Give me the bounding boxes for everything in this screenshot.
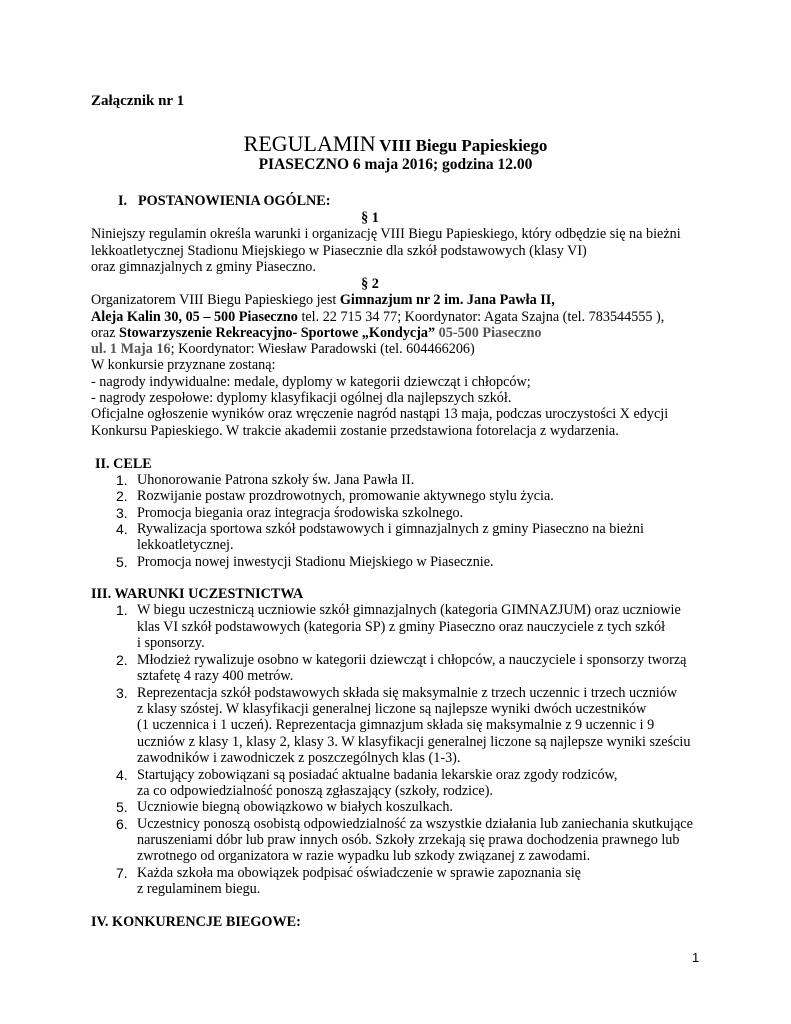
rule-3-number: 3. (116, 685, 128, 701)
coorganizer-contact: ; Koordynator: Wiesław Paradowski (tel. 604466206) (170, 341, 475, 357)
rule-6-text-1: Uczestnicy ponoszą osobistą odpowiedzialność za wszystkie działania lub zaniechania skutkujące (137, 816, 693, 832)
prize-line-2: - nagrody indywidualne: medale, dyplomy w kategorii dziewcząt i chłopców; (91, 374, 531, 390)
goal-4-number: 4. (116, 521, 128, 537)
rule-2-number: 2. (116, 652, 128, 668)
organizer-address-line (91, 309, 664, 326)
prize-line-1: W konkursie przyznane zostaną: (91, 357, 276, 373)
rule-7-text-2: z regulaminem biegu. (137, 881, 261, 897)
rule-4-text-1: Startujący zobowiązani są posiadać aktualne badania lekarskie oraz zgody rodziców, (137, 767, 618, 783)
goal-3-number: 3. (116, 505, 128, 521)
annex-label: Załącznik nr 1 (91, 93, 185, 109)
section-2-heading: II. CELE (95, 456, 152, 472)
goal-2-number: 2. (116, 488, 128, 504)
coorganizer-city: 05-500 Piaseczno (438, 325, 542, 341)
page-number: 1 (692, 950, 700, 965)
organizer-address: Aleja Kalin 30, 05 – 500 Piaseczno (91, 309, 298, 325)
title-rest: VIII Biegu Papieskiego (379, 136, 548, 155)
rule-1-text-3: i sponsorzy. (137, 635, 205, 651)
rule-5-number: 5. (116, 799, 128, 815)
rule-4-number: 4. (116, 767, 128, 783)
rule-6-text-3: zwrotnego od organizatora w razie wypadku lub szkody związanej z zawodami. (137, 848, 591, 864)
coorganizer-intro: oraz (91, 325, 116, 341)
rule-1-text-2: klas VI szkół podstawowych (kategoria SP) z gminy Piaseczno oraz nauczyciele z tych szkół (137, 619, 666, 635)
document-title (0, 131, 791, 157)
goal-2-text: Rozwijanie postaw prozdrowotnych, promowanie aktywnego stylu życia. (137, 488, 554, 504)
goal-4-text-1: Rywalizacja sportowa szkół podstawowych i gimnazjalnych z gminy Piaseczno na bieżni (137, 521, 644, 537)
p1-line-2: lekkoatletycznej Stadionu Miejskiego w Piasecznie dla szkół podstawowych (klasy VI) (91, 243, 587, 259)
p1-line-3: oraz gimnazjalnych z gminy Piaseczno. (91, 259, 316, 275)
rule-3-text-5: zawodników i zawodniczek z poszczególnych klas (1-3). (137, 750, 461, 766)
coorganizer-line (91, 325, 542, 342)
rule-3-text-1: Reprezentacja szkół podstawowych składa się maksymalnie z trzech uczennic i trzech uczniów (137, 685, 678, 701)
section-3-heading: III. WARUNKI UCZESTNICTWA (91, 586, 304, 602)
p1-line-1: Niniejszy regulamin określa warunki i organizację VIII Biegu Papieskiego, który odbędzie się na bieżni (91, 226, 681, 242)
coorganizer-street: ul. 1 Maja 16 (91, 341, 171, 357)
rule-3-text-2: z klasy szóstej. W klasyfikacji generalnej liczone są najlepsze wyniki dwóch uczestników (137, 701, 647, 717)
title-main: REGULAMIN (243, 131, 376, 156)
goal-3-text: Promocja biegania oraz integracja środowiska szkolnego. (137, 505, 464, 521)
document-subtitle: PIASECZNO 6 maja 2016; godzina 12.00 (258, 156, 533, 173)
rule-2-text-1: Młodzież rywalizuje osobno w kategorii dziewcząt i chłopców, a nauczyciele i sponsorzy tworzą (137, 652, 687, 668)
paragraph-2-sign: § 2 (361, 276, 379, 292)
organizer-line (91, 292, 555, 309)
section-1-heading: POSTANOWIENIA OGÓLNE: (138, 193, 331, 209)
organizer-name: Gimnazjum nr 2 im. Jana Pawła II, (339, 292, 555, 308)
section-4-heading: IV. KONKURENCJE BIEGOWE: (91, 914, 301, 930)
goal-1-text: Uhonorowanie Patrona szkoły św. Jana Pawła II. (137, 472, 415, 488)
prize-line-5: Konkursu Papieskiego. W trakcie akademii zostanie przedstawiona fotorelacja z wydarzenia. (91, 423, 619, 439)
prize-line-3: - nagrody zespołowe: dyplomy klasyfikacji ogólnej dla najlepszych szkół. (91, 390, 512, 406)
coorganizer-name: Stowarzyszenie Rekreacyjno- Sportowe „Kondycja” (118, 325, 436, 341)
organizer-intro: Organizatorem VIII Biegu Papieskiego jest (91, 292, 337, 308)
paragraph-1-sign: § 1 (361, 210, 379, 226)
rule-3-text-3: (1 uczennica i 1 uczeń). Reprezentacja gimnazjum składa się maksymalnie z 9 uczennic i 9 (137, 717, 655, 733)
rule-4-text-2: za co odpowiedzialność ponoszą zgłaszający (szkoły, rodzice). (137, 783, 493, 799)
rule-1-number: 1. (116, 602, 128, 618)
coorganizer-address-line (91, 341, 475, 358)
rule-7-number: 7. (116, 865, 128, 881)
goal-1-number: 1. (116, 472, 128, 488)
rule-6-text-2: naruszeniami dóbr lub praw innych osób. Szkoły zrzekają się prawa dochodzenia prawnego lub (137, 832, 680, 848)
prize-line-4: Oficjalne ogłoszenie wyników oraz wręczenie nagród nastąpi 13 maja, podczas uroczystości X edycji (91, 406, 669, 422)
goal-4-text-2: lekkoatletycznej. (137, 537, 234, 553)
rule-6-number: 6. (116, 816, 128, 832)
goal-5-text: Promocja nowej inwestycji Stadionu Miejskiego w Piasecznie. (137, 554, 494, 570)
section-1-numeral: I. (118, 193, 128, 209)
rule-2-text-2: sztafetę 4 razy 400 metrów. (137, 668, 294, 684)
rule-1-text-1: W biegu uczestniczą uczniowie szkół gimnazjalnych (kategoria GIMNAZJUM) oraz uczniowie (137, 602, 681, 618)
rule-7-text-1: Każda szkoła ma obowiązek podpisać oświadczenie w sprawie zapoznania się (137, 865, 581, 881)
rule-5-text: Uczniowie biegną obowiązkowo w białych koszulkach. (137, 799, 453, 815)
goal-5-number: 5. (116, 554, 128, 570)
organizer-contact: tel. 22 715 34 77; Koordynator: Agata Szajna (tel. 783544555 ), (301, 309, 665, 325)
rule-3-text-4: uczniów z klasy 1, klasy 2, klasy 3. W klasyfikacji generalnej liczone są najlepsze wyniki sześciu (137, 734, 691, 750)
